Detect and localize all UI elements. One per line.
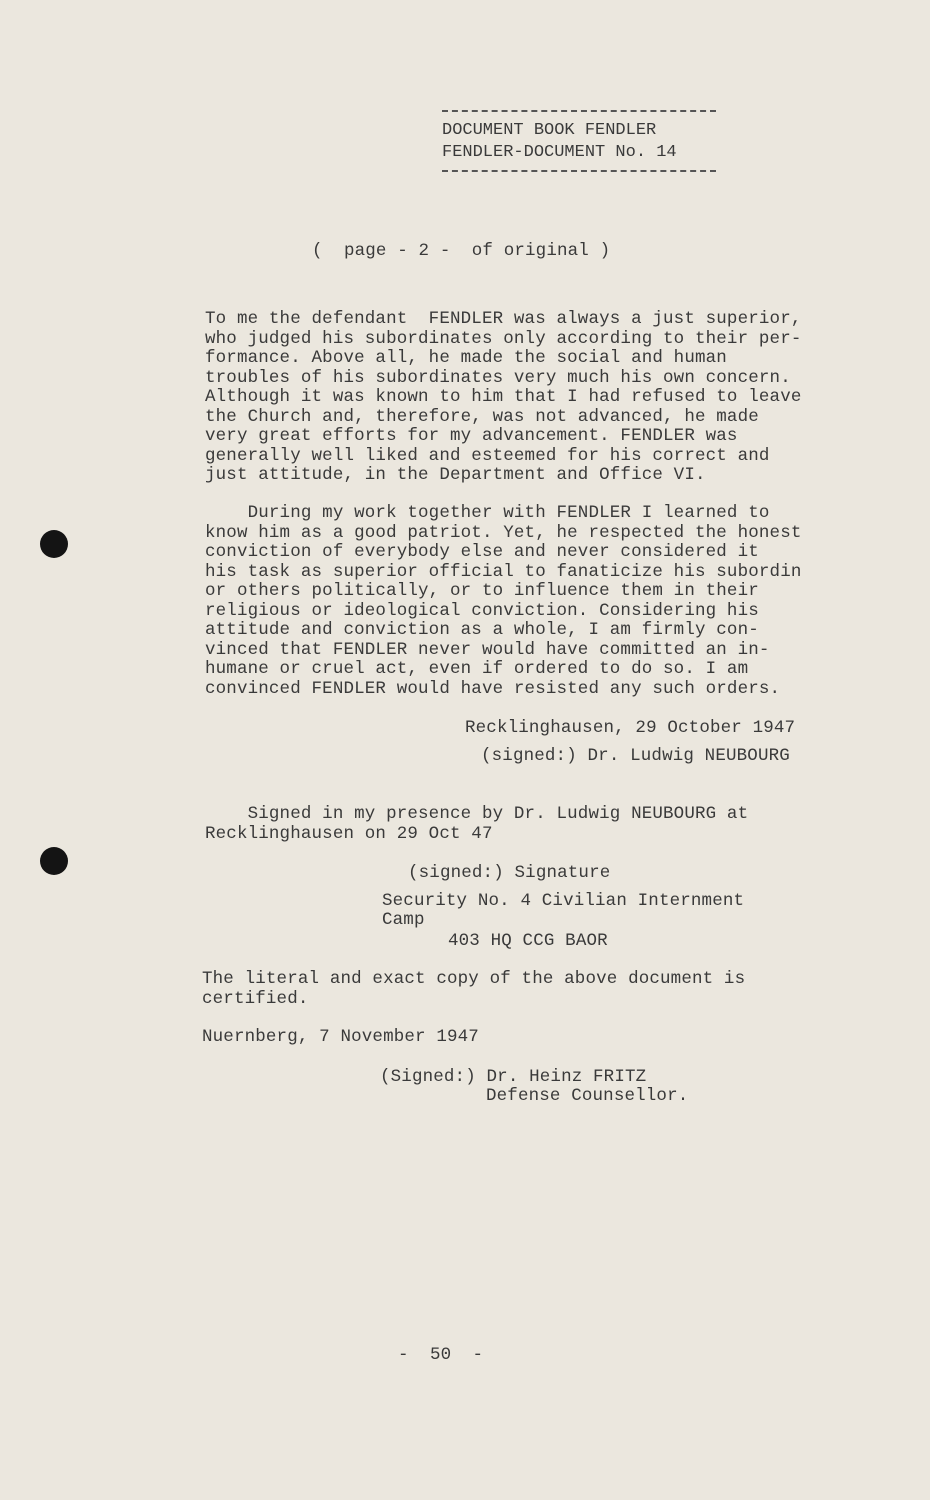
paragraph-1-line: very great efforts for my advancement. FENDLER was [205, 426, 738, 446]
paragraph-1-line: Although it was known to him that I had refused to leave [205, 387, 802, 407]
certification-line: certified. [202, 988, 309, 1009]
attestation-line: Signed in my presence by Dr. Ludwig NEUBOURG at [205, 804, 749, 824]
witness-security-line: Security No. 4 Civilian Internment [382, 891, 745, 911]
paragraph-1-line: troubles of his subordinates very much his own concern. [205, 367, 791, 388]
certification-place-date: Nuernberg, 7 November 1947 [202, 1027, 479, 1047]
witness-signature: (signed:) Signature [408, 863, 611, 883]
paragraph-1-line: the Church and, therefore, was not advanced, he made [205, 406, 759, 427]
punch-hole [40, 530, 68, 558]
paragraph-1-line: just attitude, in the Department and Office VI. [205, 465, 706, 485]
header-line-1: DOCUMENT BOOK FENDLER [442, 121, 657, 140]
attestation-line: Recklinghausen on 29 Oct 47 [205, 823, 493, 844]
witness-unit: 403 HQ CCG BAOR [448, 931, 608, 951]
paragraph-2-line: know him as a good patriot. Yet, he respected the honest [205, 522, 802, 543]
certification-line: The literal and exact copy of the above document is [202, 969, 746, 989]
paragraph-2-line: convinced FENDLER would have resisted any such orders. [205, 678, 781, 699]
witness-security-line: Camp [382, 910, 425, 930]
document-header [442, 110, 716, 172]
header-line-2: FENDLER-DOCUMENT No. 14 [442, 143, 677, 162]
paragraph-1-line: To me the defendant FENDLER was always a just superior, [205, 309, 802, 329]
paragraph-2-line: humane or cruel act, even if ordered to do so. I am [205, 659, 749, 679]
page-reference: ( page - 2 - of original ) [312, 241, 611, 261]
header-rule-top [442, 110, 716, 112]
paragraph-2-line: or others politically, or to influence them in their [205, 581, 759, 601]
paragraph-2-line: religious or ideological conviction. Considering his [205, 600, 759, 621]
punch-hole [40, 847, 68, 875]
paragraph-2-line: attitude and conviction as a whole, I am firmly con- [205, 620, 759, 640]
paragraph-2-line: conviction of everybody else and never considered it [205, 542, 759, 562]
signature-line: (signed:) Dr. Ludwig NEUBOURG [481, 746, 790, 766]
paragraph-2-line: During my work together with FENDLER I learned to [205, 503, 770, 523]
paragraph-1-line: formance. Above all, he made the social and human [205, 348, 727, 368]
counsel-signature: (Signed:) Dr. Heinz FRITZ [380, 1067, 647, 1087]
paragraph-1-line: generally well liked and esteemed for his correct and [205, 445, 770, 466]
paragraph-1-line: who judged his subordinates only according to their per- [205, 328, 802, 349]
header-rule-bottom [442, 170, 716, 172]
counsel-title: Defense Counsellor. [486, 1086, 689, 1106]
paragraph-2-line: his task as superior official to fanaticize his subordin [205, 561, 802, 582]
signature-place-date: Recklinghausen, 29 October 1947 [465, 718, 796, 738]
page-number: - 50 - [398, 1345, 484, 1365]
paragraph-2-line: vinced that FENDLER never would have committed an in- [205, 639, 770, 660]
